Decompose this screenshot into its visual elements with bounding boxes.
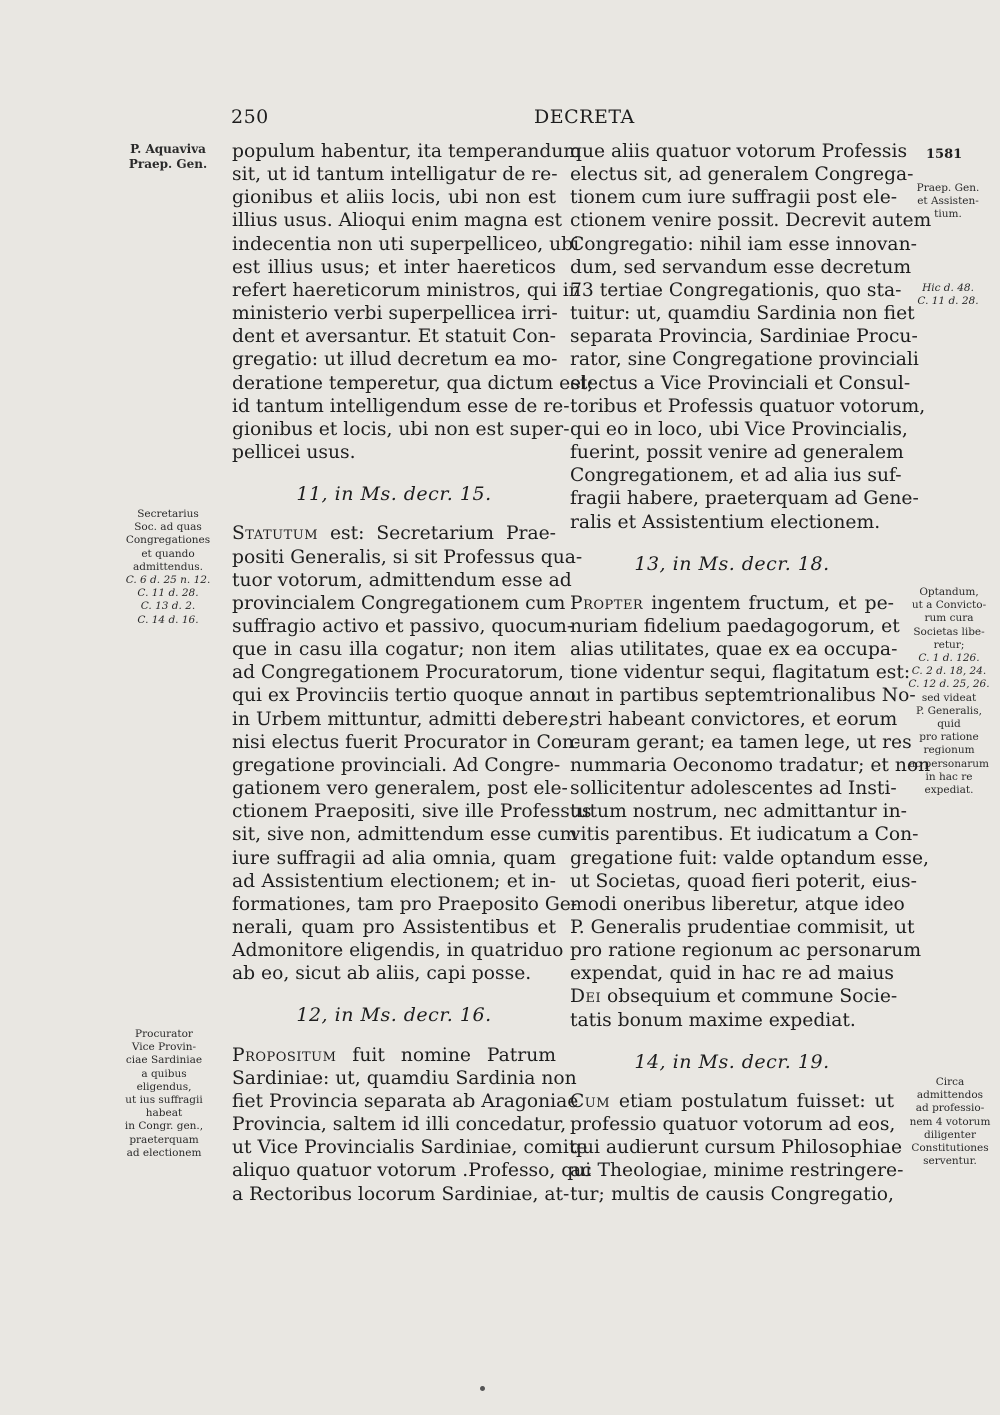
text-line: qui eo in loco, ubi Vice Provincialis, (570, 418, 908, 440)
margin-line: ac personarum (909, 757, 989, 770)
text-line: Congregatio: nihil iam esse innovan- (570, 233, 917, 255)
text-line: populum habentur, ita temperandum (232, 141, 582, 162)
margin-author-name: P. Aquaviva (130, 142, 206, 156)
text-line: tuor votorum, admittendum esse ad (232, 569, 572, 591)
ink-dot (480, 1386, 485, 1391)
margin-line: ut a Convicto- (911, 599, 987, 612)
text-line: dum, sed servandum esse decretum (570, 256, 912, 278)
margin-line: tium. (934, 208, 962, 221)
text-line: curam gerant; ea tamen lege, ut res (570, 731, 912, 753)
text-line: gionibus et locis, ubi non est super- (232, 418, 570, 440)
margin-line: retur; (933, 638, 965, 651)
margin-note-circa (908, 1076, 992, 1168)
running-head: DECRETA (534, 106, 635, 128)
text-line: alias utilitates, quae ex ea occupa- (570, 639, 898, 661)
paragraph (232, 522, 592, 985)
margin-line: pro ratione (919, 731, 979, 744)
initial-word: Cum (570, 1090, 611, 1112)
text-line: que aliis quatuor votorum Professis (570, 141, 908, 162)
text-line: P. Generalis prudentiae commisit, ut (570, 917, 915, 938)
text-line: professio quatuor votorum ad eos, (570, 1114, 896, 1136)
margin-reference: C. 11 d. 28. (137, 587, 199, 600)
text-line (570, 592, 894, 615)
margin-line: Procurator (135, 1028, 193, 1040)
text-line: positi Generalis, si sit Professus qua- (232, 546, 583, 568)
text-column-right (570, 140, 932, 1206)
text-line: stri habeant convictores, et eorum (570, 708, 898, 730)
text-line: formationes, tam pro Praeposito Ge- (232, 893, 578, 915)
margin-reference: Hic d. 48. (922, 281, 974, 294)
line-rest: est: Secretarium Prae- (318, 523, 556, 545)
margin-line: Societas libe- (913, 625, 985, 638)
margin-line: a quibus (141, 1067, 187, 1080)
text-line: ctionem Praepositi, sive ille Professus (232, 801, 592, 823)
dei-word: Dei (570, 986, 602, 1008)
text-line: Provincia, saltem id illi concedatur, (232, 1114, 567, 1136)
text-line: ab eo, sicut ab aliis, capi posse. (232, 963, 532, 985)
decree-heading-13: 13, in Ms. decr. 18. (634, 552, 830, 575)
margin-line: eligendus, (136, 1080, 192, 1093)
margin-line: habeat (145, 1107, 183, 1120)
text-line: que in casu illa cogatur; non item (232, 639, 556, 661)
margin-reference: C. 13 d. 2. (140, 600, 196, 613)
margin-reference: C. 14 d. 16. (137, 613, 199, 626)
margin-line: rum cura (924, 612, 974, 625)
text-line: sit, ut id tantum intelligatur de re- (232, 164, 558, 186)
text-line: electus sit, ad generalem Congrega- (570, 164, 914, 186)
text-line: a Rectoribus locorum Sardiniae, at- (232, 1183, 570, 1205)
text-line: tuitur: ut, quamdiu Sardinia non fiet (570, 303, 915, 325)
text-line: pellicei usus. (232, 442, 356, 464)
margin-line: Praep. Gen. (916, 182, 980, 194)
margin-line: admittendus. (133, 560, 203, 573)
margin-line: ad electionem (126, 1146, 202, 1159)
text-line: dent et aversantur. Et statuit Con- (232, 326, 556, 348)
text-line: ad Congregationem Procuratorum, (232, 662, 564, 684)
margin-line: et quando (141, 547, 195, 560)
margin-line: et Assisten- (917, 195, 979, 208)
text-line: ac Theologiae, minime restringere- (570, 1160, 904, 1182)
paragraph (570, 592, 931, 1032)
text-line: sit, sive non, admittendum esse cum (232, 824, 578, 846)
text-line: ad Assistentium electionem; et in- (232, 870, 556, 892)
margin-line: in hac re (925, 770, 973, 783)
margin-reference: C. 12 d. 25, 26. (908, 678, 990, 691)
text-line: modi oneribus liberetur, atque ideo (570, 893, 905, 915)
paragraph (570, 140, 932, 534)
initial-word: Propter (570, 592, 644, 614)
text-line: Admonitore eligendis, in quatriduo (232, 940, 564, 962)
text-line: nisi electus fuerit Procurator in Con- (232, 731, 581, 753)
text-line (232, 1044, 556, 1067)
text-line: gionibus et aliis locis, ubi non est (232, 187, 556, 209)
line-rest: ingentem fructum, et pe- (643, 592, 894, 614)
text-line: id tantum intelligendum esse de re- (232, 395, 570, 417)
text-line (570, 1090, 894, 1113)
text-line: iure suffragii ad alia omnia, quam (232, 847, 556, 869)
line-rest: fuit nomine Patrum (336, 1044, 556, 1066)
initial-word: Statutum (232, 523, 319, 545)
margin-line: sed videat (921, 691, 977, 704)
text-line: indecentia non uti superpelliceo, ubi (232, 233, 580, 255)
text-line: tatis bonum maxime expediat. (570, 1009, 856, 1031)
margin-line: Secretarius (137, 508, 199, 520)
margin-reference: C. 2 d. 18, 24. (911, 665, 987, 678)
text-line: qui audierunt cursum Philosophiae (570, 1137, 903, 1159)
text-line: suffragio activo et passivo, quocum- (232, 615, 574, 637)
text-line: gregatione fuit: valde optandum esse, (570, 847, 929, 869)
margin-author (118, 142, 218, 172)
text-line: tione videntur sequi, flagitatum est: (570, 662, 911, 684)
text-line: fuerint, possit venire ad generalem (570, 442, 904, 464)
margin-line: Congregationes (125, 534, 211, 547)
text-line: tutum nostrum, nec admittantur in- (570, 801, 907, 823)
margin-line: ut ius suffragii (125, 1094, 203, 1107)
margin-line: nem 4 votorum (909, 1115, 991, 1128)
text-line: ministerio verbi superpellicea irri- (232, 303, 558, 325)
text-line: Congregationem, et ad alia ius suf- (570, 465, 902, 487)
margin-line: Vice Provin- (131, 1041, 197, 1054)
text-line: separata Provincia, Sardiniae Procu- (570, 326, 918, 348)
margin-reference: C. 6 d. 25 n. 12. (125, 574, 211, 587)
text-line: ctionem venire possit. Decrevit autem (570, 210, 932, 232)
paragraph (232, 140, 594, 464)
text-line: tur; multis de causis Congregatio, (570, 1183, 894, 1205)
margin-line: regionum (923, 744, 975, 757)
text-line: 73 tertiae Congregationis, quo sta- (570, 279, 902, 301)
margin-line: Circa (935, 1076, 965, 1088)
decree-heading-12: 12, in Ms. decr. 16. (296, 1004, 492, 1027)
margin-reference: C. 1 d. 126. (918, 652, 980, 665)
text-line: tionem cum iure suffragii post ele- (570, 187, 898, 209)
text-line: ut in partibus septemtrionalibus No- (570, 685, 916, 707)
margin-line: expediat. (924, 784, 974, 797)
text-line: fragii habere, praeterquam ad Gene- (570, 488, 919, 510)
text-line: nuriam fidelium paedagogorum, et (570, 615, 900, 637)
margin-line: praeterquam (129, 1133, 199, 1146)
decree-heading-14: 14, in Ms. decr. 19. (634, 1050, 830, 1073)
margin-year: 1581 (926, 147, 963, 162)
line-rest: etiam postulatum fuisset: ut (610, 1090, 894, 1112)
text-line: electus a Vice Provinciali et Consul- (570, 372, 911, 394)
margin-line: ad professio- (915, 1102, 985, 1115)
text-line: qui ex Provinciis tertio quoque anno (232, 685, 576, 707)
paragraph (570, 1090, 904, 1206)
text-line: ralis et Assistentium electionem. (570, 511, 881, 533)
text-line: pro ratione regionum ac personarum (570, 940, 922, 962)
text-line: provincialem Congregationem cum (232, 592, 566, 614)
text-line: ut Vice Provincialis Sardiniae, comite (232, 1137, 588, 1159)
text-line: gationem vero generalem, post ele- (232, 778, 568, 800)
margin-line: Optandum, (919, 586, 979, 598)
line-rest: obsequium et commune Socie- (601, 986, 898, 1008)
text-line: illius usus. Alioqui enim magna est (232, 210, 563, 232)
margin-note-procurator (110, 1028, 218, 1160)
text-line (232, 522, 556, 545)
text-line (570, 985, 898, 1008)
text-line: sollicitentur adolescentes ad Insti- (570, 778, 897, 800)
text-line: expendat, quid in hac re ad maius (570, 963, 894, 985)
margin-note-praep-gen (910, 182, 986, 308)
text-line: toribus et Professis quatuor votorum, (570, 395, 926, 417)
margin-line: Soc. ad quas (134, 521, 202, 534)
margin-line: admittendos (916, 1089, 984, 1102)
margin-reference: C. 11 d. 28. (917, 294, 979, 307)
margin-line: diligenter (924, 1128, 976, 1141)
text-line: gregatio: ut illud decretum ea mo- (232, 349, 558, 371)
margin-line: Constitutiones (911, 1142, 989, 1155)
text-line: fiet Provincia separata ab Aragoniae (232, 1090, 579, 1112)
text-line: aliquo quatuor votorum .Professo, qui (232, 1160, 592, 1182)
text-line: ut Societas, quoad fieri poterit, eius- (570, 870, 917, 892)
text-line: est illius usus; et inter haereticos (232, 256, 556, 278)
text-line: nummaria Oeconomo tradatur; et non (570, 754, 931, 776)
margin-line: serventur. (923, 1155, 977, 1168)
text-line: deratione temperetur, qua dictum est; (232, 372, 594, 394)
text-line: Sardiniae: ut, quamdiu Sardinia non (232, 1067, 577, 1089)
text-line: refert haereticorum ministros, qui in (232, 279, 581, 301)
page-number: 250 (231, 106, 269, 128)
decree-heading-11: 11, in Ms. decr. 15. (296, 483, 492, 506)
text-line: nerali, quam pro Assistentibus et (232, 917, 556, 938)
margin-line: quid (937, 718, 961, 731)
text-line: gregatione provinciali. Ad Congre- (232, 754, 561, 776)
margin-line: ciae Sardiniae (125, 1054, 203, 1067)
margin-note-secretarius (118, 508, 218, 627)
text-line: rator, sine Congregatione provinciali (570, 349, 919, 371)
margin-line: in Congr. gen., (124, 1120, 204, 1133)
text-line: vitis parentibus. Et iudicatum a Con- (570, 824, 919, 846)
margin-author-title: Praep. Gen. (128, 157, 208, 171)
initial-word: Propositum (232, 1044, 337, 1066)
text-line: in Urbem mittuntur, admitti debere, (232, 708, 575, 730)
margin-line: P. Generalis, (916, 704, 982, 717)
